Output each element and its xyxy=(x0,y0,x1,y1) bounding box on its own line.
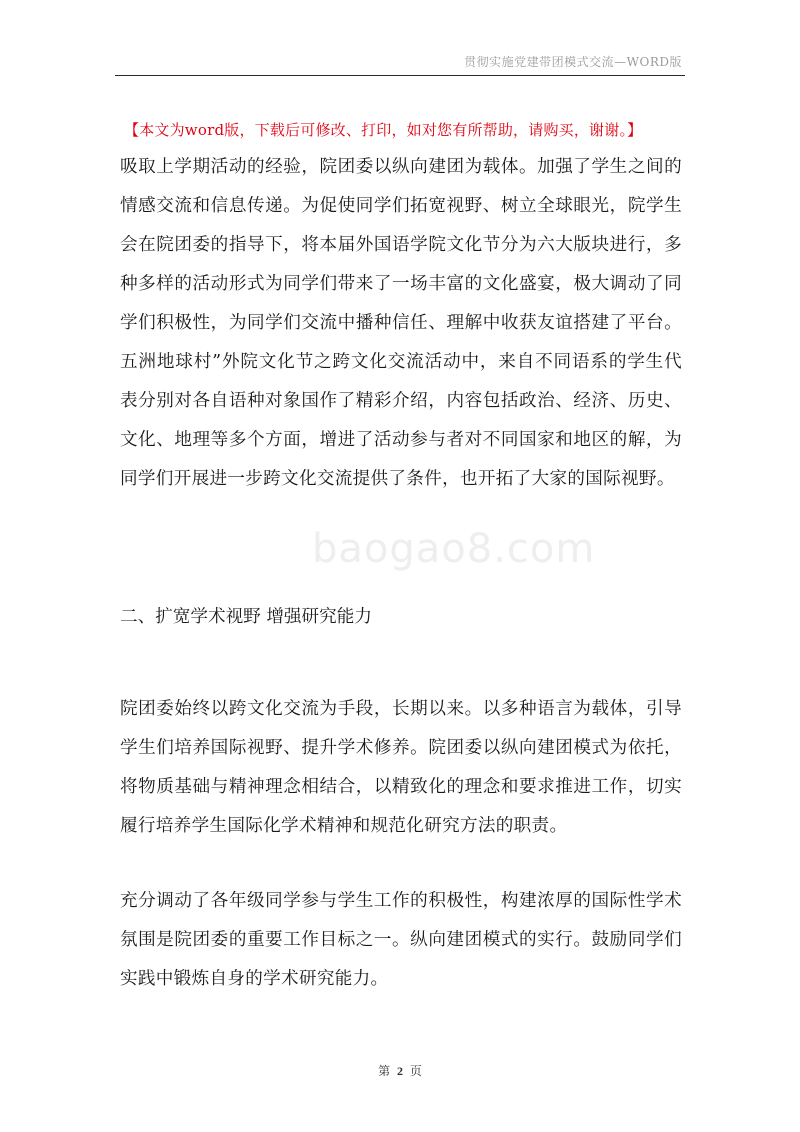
body-paragraph-2: 院团委始终以跨文化交流为手段，长期以来。以多种语言为载体，引导学生们培养国际视野、提升学术修养。院团委以纵向建团模式为依托，将物质基础与精神理念相结合，以精致化的理念和要求推进工作，切实履行培养学生国际化学术精神和规范化研究方法的职责。 xyxy=(120,699,682,836)
page-number: 2 xyxy=(397,1064,403,1078)
page-footer xyxy=(0,1062,800,1079)
body-paragraph-3: 充分调动了各年级同学参与学生工作的积极性，构建浓厚的国际性学术氛围是院团委的重要工作目标之一。纵向建团模式的实行。鼓励同学们实践中锻炼自身的学术研究能力。 xyxy=(120,891,682,989)
purchase-notice: 【本文为word版，下载后可修改、打印，如对您有所帮助，请购买，谢谢。】 xyxy=(124,121,643,139)
watermark: baogao8.com xyxy=(312,526,596,572)
page-label-prefix: 第 xyxy=(378,1064,391,1078)
body-paragraph-1: 吸取上学期活动的经验，院团委以纵向建团为载体。加强了学生之间的情感交流和信息传递。为促使同学们拓宽视野、树立全球眼光，院学生会在院团委的指导下，将本届外国语学院文化节分为六大版块进行，多种多样的活动形式为同学们带来了一场丰富的文化盛宴，极大调动了同学们积极性，为同学们交流中播种信任、理解中收获友谊搭建了平台。五洲地球村”外院文化节之跨文化交流活动中，来自不同语系的学生代表分别对各自语种对象国作了精彩介绍，内容包括政治、经济、历史、文化、地理等多个方面，增进了活动参与者对不同国家和地区的解，为同学们开展进一步跨文化交流提供了条件，也开拓了大家的国际视野。 xyxy=(120,157,682,489)
page-label-suffix: 页 xyxy=(409,1064,422,1078)
section-heading: 二、扩宽学术视野 增强研究能力 xyxy=(120,607,372,627)
header-rule xyxy=(115,75,685,76)
running-header: 贯彻实施党建带团模式交流—WORD版 xyxy=(464,55,682,69)
